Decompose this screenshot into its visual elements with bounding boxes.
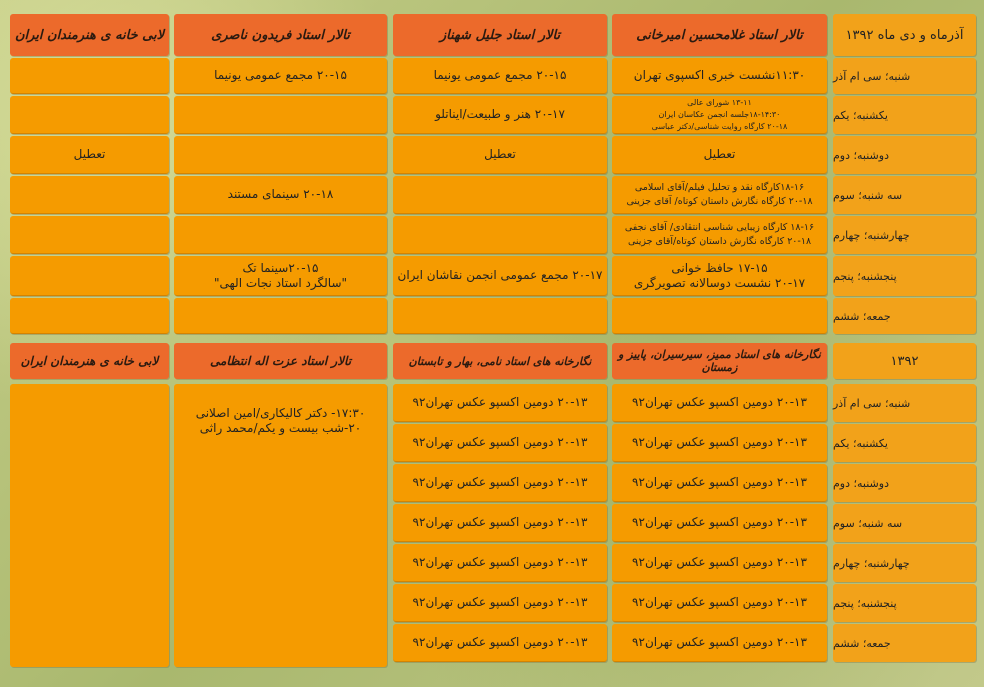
top-lobby-r4 (10, 216, 169, 254)
top-header-day: آذرماه و دی ماه ۱۳۹۲ (833, 14, 976, 56)
bottom-day-5: پنجشنبه؛ پنجم (833, 584, 976, 622)
top-amirkhani-r2: تعطیل (612, 136, 827, 174)
bottom-galleries-ns-r5: ۲۰-۱۳ دومین اکسپو عکس تهران۹۲ (393, 584, 607, 622)
top-shahnaz-r4 (393, 216, 607, 254)
bottom-galleries-ns-r4: ۲۰-۱۳ دومین اکسپو عکس تهران۹۲ (393, 544, 607, 582)
top-day-5: پنجشنبه؛ پنجم (833, 256, 976, 296)
top-naseri-r2 (174, 136, 387, 174)
top-header-naseri: تالار استاد فریدون ناصری (174, 14, 387, 56)
top-naseri-r5: ۲۰-۱۵سینما تک "سالگرد استاد نجات الهی" (174, 256, 387, 296)
bottom-galleries-ms-r2: ۲۰-۱۳ دومین اکسپو عکس تهران۹۲ (612, 464, 827, 502)
bottom-header-day: ۱۳۹۲ (833, 343, 976, 379)
bottom-day-3: سه شنبه؛ سوم (833, 504, 976, 542)
top-amirkhani-r1: ۱۳-۱۱ شورای عالی ۱۸-۱۴:۳۰جلسه انجمن عکاسان ایران ۲۰-۱۸ کارگاه روایت شناسی/دکتر عباسی (612, 96, 827, 134)
top-amirkhani-r5: ۱۷-۱۵ حافظ خوانی ۲۰-۱۷ نشست دوسالانه تصویرگری (612, 256, 827, 296)
bottom-galleries-ms-r6: ۲۰-۱۳ دومین اکسپو عکس تهران۹۲ (612, 624, 827, 662)
top-amirkhani-r6 (612, 298, 827, 334)
top-amirkhani-r3: ۱۸-۱۶کارگاه نقد و تحلیل فیلم/آقای اسلامی ۲۰-۱۸ کارگاه نگارش داستان کوتاه/ آقای جزینی (612, 176, 827, 214)
bottom-galleries-ms-r3: ۲۰-۱۳ دومین اکسپو عکس تهران۹۲ (612, 504, 827, 542)
bottom-day-6: جمعه؛ ششم (833, 624, 976, 662)
bottom-day-0: شنبه؛ سی ام آذر (833, 384, 976, 422)
top-shahnaz-r1: ۲۰-۱۷ هنر و طبیعت/ایناتلو (393, 96, 607, 134)
bottom-galleries-ns-r0: ۲۰-۱۳ دومین اکسپو عکس تهران۹۲ (393, 384, 607, 422)
top-naseri-r6 (174, 298, 387, 334)
top-day-3: سه شنبه؛ سوم (833, 176, 976, 214)
top-header-amirkhani: تالار استاد غلامحسین امیرخانی (612, 14, 827, 56)
entezami-events: ۱۷:۳۰- دکتر کالیکاری/امین اصلانی ۲۰-شب بیست و یکم/محمد راثی (195, 406, 366, 435)
top-lobby-r6 (10, 298, 169, 334)
bottom-header-galleries-ms: نگارخانه های استاد ممیز، سیرسیران، پاییز و زمستان (612, 343, 827, 379)
top-lobby-r3 (10, 176, 169, 214)
top-shahnaz-r3 (393, 176, 607, 214)
top-naseri-r0: ۲۰-۱۵ مجمع عمومی یونیما (174, 58, 387, 94)
top-shahnaz-r0: ۲۰-۱۵ مجمع عمومی یونیما (393, 58, 607, 94)
bottom-lobby-block (10, 384, 169, 667)
top-day-6: جمعه؛ ششم (833, 298, 976, 334)
top-day-1: یکشنبه؛ یکم (833, 96, 976, 134)
top-naseri-r4 (174, 216, 387, 254)
top-day-4: چهارشنبه؛ چهارم (833, 216, 976, 254)
top-naseri-r3: ۲۰-۱۸ سینمای مستند (174, 176, 387, 214)
top-shahnaz-r2: تعطیل (393, 136, 607, 174)
bottom-galleries-ns-r3: ۲۰-۱۳ دومین اکسپو عکس تهران۹۲ (393, 504, 607, 542)
bottom-header-galleries-ns: نگارخانه های استاد نامی، بهار و تابستان (393, 343, 607, 379)
top-shahnaz-r5: ۲۰-۱۷ مجمع عمومی انجمن نقاشان ایران (393, 256, 607, 296)
top-lobby-r1 (10, 96, 169, 134)
bottom-galleries-ms-r1: ۲۰-۱۳ دومین اکسپو عکس تهران۹۲ (612, 424, 827, 462)
bottom-day-1: یکشنبه؛ یکم (833, 424, 976, 462)
bottom-galleries-ms-r4: ۲۰-۱۳ دومین اکسپو عکس تهران۹۲ (612, 544, 827, 582)
bottom-galleries-ns-r1: ۲۰-۱۳ دومین اکسپو عکس تهران۹۲ (393, 424, 607, 462)
top-day-0: شنبه؛ سی ام آذر (833, 58, 976, 94)
top-shahnaz-r6 (393, 298, 607, 334)
top-lobby-r5 (10, 256, 169, 296)
bottom-header-lobby: لابی خانه ی هنرمندان ایران (10, 343, 169, 379)
top-lobby-r2: تعطیل (10, 136, 169, 174)
top-header-lobby: لابی خانه ی هنرمندان ایران (10, 14, 169, 56)
bottom-galleries-ns-r2: ۲۰-۱۳ دومین اکسپو عکس تهران۹۲ (393, 464, 607, 502)
bottom-entezami-block (174, 384, 387, 667)
bottom-header-entezami: تالار استاد عزت اله انتظامی (174, 343, 387, 379)
top-day-2: دوشنبه؛ دوم (833, 136, 976, 174)
bottom-galleries-ns-r6: ۲۰-۱۳ دومین اکسپو عکس تهران۹۲ (393, 624, 607, 662)
top-lobby-r0 (10, 58, 169, 94)
top-amirkhani-r0: ۱۱:۳۰نشست خبری اکسپوی تهران (612, 58, 827, 94)
bottom-day-2: دوشنبه؛ دوم (833, 464, 976, 502)
top-amirkhani-r4: ۱۸-۱۶ کارگاه زیبایی شناسی انتقادی/ آقای نجفی ۲۰-۱۸ کارگاه نگارش داستان کوتاه/آقای جزینی (612, 216, 827, 254)
top-naseri-r1 (174, 96, 387, 134)
top-header-shahnaz: تالار استاد جلیل شهناز (393, 14, 607, 56)
bottom-galleries-ms-r5: ۲۰-۱۳ دومین اکسپو عکس تهران۹۲ (612, 584, 827, 622)
bottom-galleries-ms-r0: ۲۰-۱۳ دومین اکسپو عکس تهران۹۲ (612, 384, 827, 422)
bottom-day-4: چهارشنبه؛ چهارم (833, 544, 976, 582)
